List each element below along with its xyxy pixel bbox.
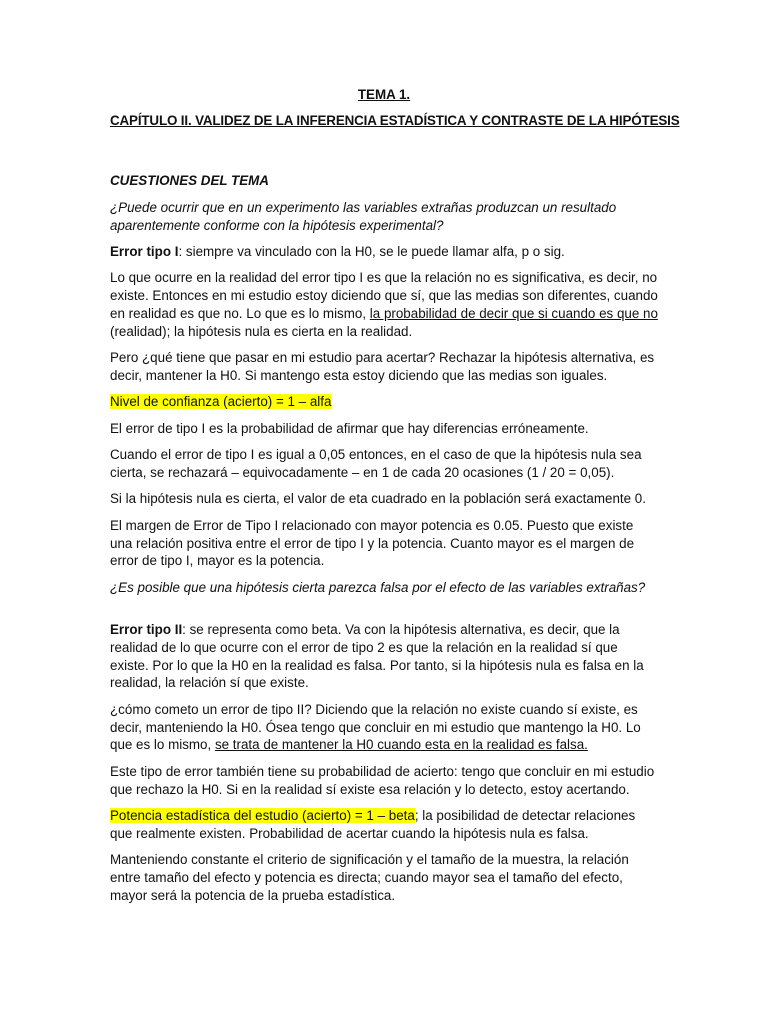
como-cometo-underlined: se trata de mantener la H0 cuando esta en la realidad es falsa. [214, 737, 588, 753]
document-page [110, 86, 680, 913]
manteniendo-paragraph: Manteniendo constante el criterio de significación y el tamaño de la muestra, la relación entre tamaño del efecto y potencia es directa; cuando mayor sea el tamaño del efecto, mayor será la potencia de la prueba estadística. [110, 852, 629, 903]
potencia-paragraph [110, 807, 658, 843]
potencia-text: ; la posibilidad de detectar relaciones que realmente existen. Probabilidad de acertar cuando la hipótesis nula es falsa. [110, 808, 636, 841]
acertar-paragraph: Pero ¿qué tiene que pasar en mi estudio para acertar? Rechazar la hipótesis alternativa, es decir, mantener la H0. Si mantengo esta estoy diciendo que las medias son iguales. [110, 350, 655, 383]
error-tipo-2-text: : se representa como beta. Va con la hipótesis alternativa, es decir, que la realidad de lo que ocurre con el error de tipo 2 es que la relación en la realidad sí que existe. Por lo que la H0 en la realidad es falsa. Por tanto, si la hipótesis nula es falsa en la realidad, la relación sí que existe. [110, 622, 644, 691]
error-tipo-2-label: Error tipo II [110, 622, 183, 638]
question-1: ¿Puede ocurrir que en un experimento las variables extrañas produzcan un resultado aparentemente conforme con la hipótesis experimental? [110, 199, 617, 233]
chapter-title: CAPÍTULO II. VALIDEZ DE LA INFERENCIA ESTADÍSTICA Y CONTRASTE DE LA HIPÓTESIS [110, 113, 680, 128]
confidence-level-paragraph [110, 393, 658, 411]
eta-paragraph: Si la hipótesis nula es cierta, el valor de eta cuadrado en la población será exactamente 0. [110, 491, 646, 507]
section-title: CUESTIONES DEL TEMA [110, 173, 269, 188]
acierto-2-paragraph: Este tipo de error también tiene su probabilidad de acierto: tengo que concluir en mi estudio que rechazo la H0. Si en la realidad sí existe esa relación y lo detecto, estoy acertando. [110, 763, 655, 797]
realidad-underlined: la probabilidad de decir que si cuando es que no [369, 305, 658, 321]
confidence-level-highlight: Nivel de confianza (acierto) = 1 – alfa [110, 394, 332, 410]
margen-paragraph: El margen de Error de Tipo I relacionado con mayor potencia es 0.05. Puesto que existe una relación positiva entre el error de tipo I y la potencia. Cuanto mayor es el margen de error de tipo I, mayor es la potencia. [110, 517, 635, 569]
realidad-paragraph [110, 269, 658, 340]
tema-heading: TEMA 1. [357, 87, 411, 102]
error-tipo-1-paragraph [110, 243, 658, 261]
error-definition-paragraph: El error de tipo I es la probabilidad de afirmar que hay diferencias erróneamente. [110, 420, 589, 436]
como-cometo-text: ¿cómo cometo un error de tipo II? Diciendo que la relación no existe cuando sí existe, es decir, manteniendo la H0. Ósea tengo que concluir en mi estudio que mantengo la H0. Lo que es lo mismo, [110, 701, 641, 753]
como-cometo-paragraph [110, 701, 658, 754]
realidad-text: Lo que ocurre en la realidad del error tipo I es que la relación no es significativa, es decir, no existe. Entonces en mi estudio estoy diciendo que sí, que las medias son diferentes, cuando en realidad es que no. Lo que es lo mismo, [110, 270, 658, 321]
realidad-after: (realidad); la hipótesis nula es cierta en la realidad. [110, 323, 413, 339]
alpha-005-paragraph: Cuando el error de tipo I es igual a 0,05 entonces, en el caso de que la hipótesis nula sea cierta, se rechazará – equivocadamente – en 1 de cada 20 ocasiones (1 / 20 = 0,05). [110, 447, 642, 480]
error-tipo-2-paragraph [110, 621, 658, 692]
error-tipo-1-label: Error tipo I [110, 243, 179, 259]
question-2: ¿Es posible que una hipótesis cierta parezca falsa por el efecto de las variables extrañas? [110, 579, 646, 595]
error-tipo-1-text: : siempre va vinculado con la H0, se le puede llamar alfa, p o sig. [178, 243, 565, 259]
potencia-highlight: Potencia estadística del estudio (acierto) = 1 – beta [110, 808, 415, 824]
